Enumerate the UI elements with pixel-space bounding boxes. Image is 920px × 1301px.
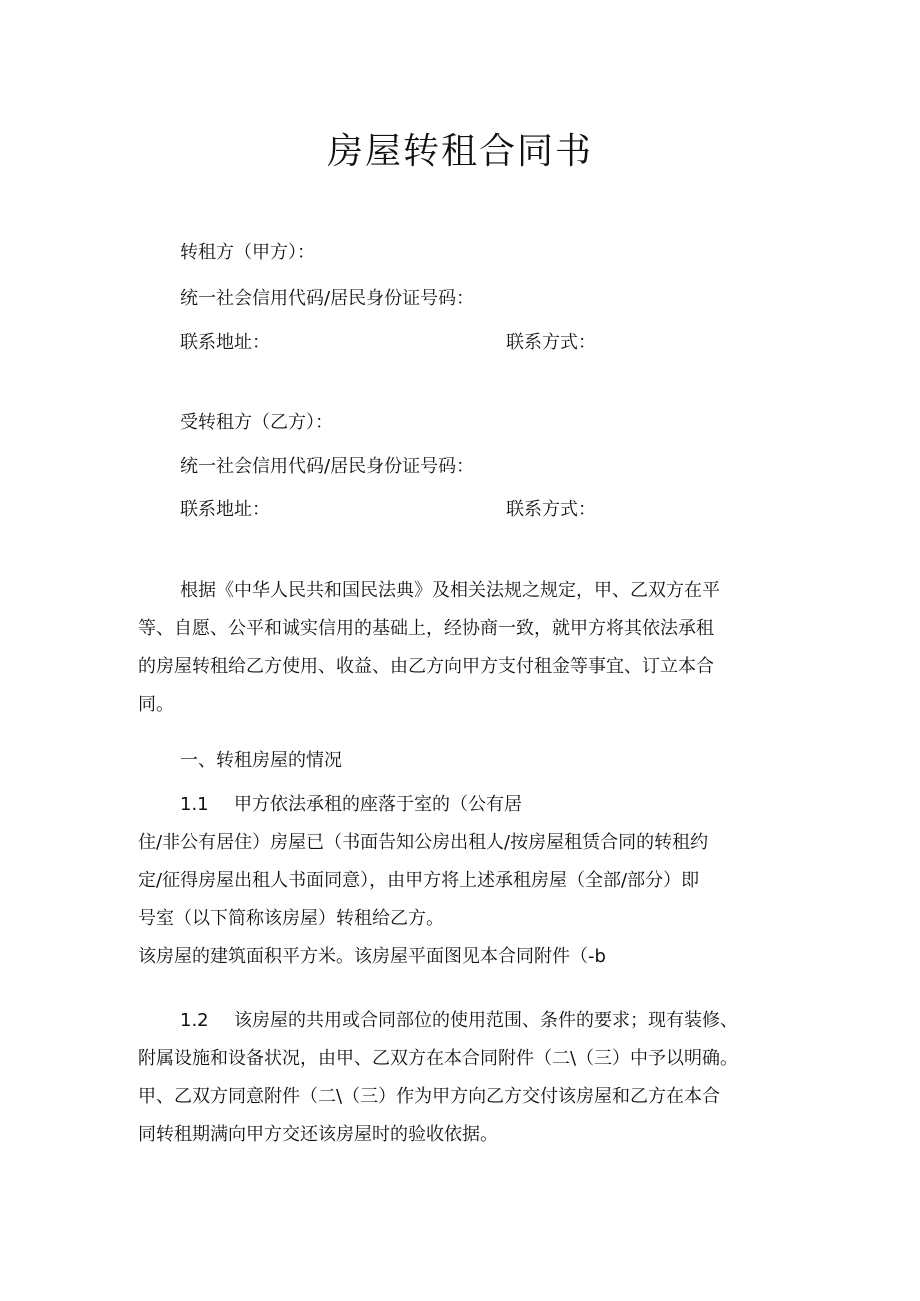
- document-title: 房屋转租合同书: [326, 131, 593, 172]
- clause-line: 附属设施和设备状况，由甲、乙双方在本合同附件（二\（三）中予以明确。: [138, 1048, 739, 1069]
- clause-text: 甲方依法承租的座落于室的（公有居: [234, 794, 522, 815]
- clause-line: 号室（以下简称该房屋）转租给乙方。: [138, 908, 444, 929]
- party-b-contact-label: 联系方式：: [506, 499, 596, 520]
- clause-line: [138, 1008, 793, 1046]
- preamble-line: 根据《中华人民共和国民法典》及相关法规之规定，甲、乙双方在平: [180, 580, 720, 601]
- clause-text: 该房屋的共用或合同部位的使用范围、条件的要求；现有装修、: [234, 1010, 738, 1031]
- clause-number: 1.2: [180, 1010, 209, 1031]
- party-a-contact-label: 联系方式：: [506, 332, 596, 353]
- clause-line: 甲、乙双方同意附件（二\（三）作为甲方向乙方交付该房屋和乙方在本合: [138, 1086, 721, 1107]
- party-a-address-label: 联系地址：: [180, 332, 270, 353]
- party-a-id-label: 统一社会信用代码/居民身份证号码：: [180, 288, 475, 309]
- preamble-line: 同。: [138, 694, 174, 715]
- party-b-id-label: 统一社会信用代码/居民身份证号码：: [180, 456, 475, 477]
- section-heading: 一、转租房屋的情况: [180, 750, 342, 771]
- party-b-address-label: 联系地址：: [180, 499, 270, 520]
- preamble-line: 等、自愿、公平和诚实信用的基础上，经协商一致，就甲方将其依法承租: [138, 618, 714, 639]
- party-b-label: 受转租方（乙方）：: [180, 412, 333, 433]
- clause-line: 住/非公有居住）房屋已（书面告知公房出租人/按房屋租赁合同的转租约: [138, 832, 709, 853]
- preamble-line: 的房屋转租给乙方使用、收益、由乙方向甲方支付租金等事宜、订立本合: [138, 656, 714, 677]
- clause-line: 同转租期满向甲方交还该房屋时的验收依据。: [138, 1124, 498, 1145]
- clause-1-1: [138, 792, 793, 982]
- clause-number: 1.1: [180, 794, 209, 815]
- party-a-label: 转租方（甲方）：: [180, 242, 315, 263]
- clause-line: 定/征得房屋出租人书面同意），由甲方将上述承租房屋（全部/部分）即: [138, 870, 700, 891]
- clause-line: [138, 792, 793, 830]
- clause-line: 该房屋的建筑面积平方米。该房屋平面图见本合同附件（-b: [138, 946, 606, 967]
- clause-1-2: [138, 1008, 793, 1160]
- preamble-paragraph: [138, 578, 793, 730]
